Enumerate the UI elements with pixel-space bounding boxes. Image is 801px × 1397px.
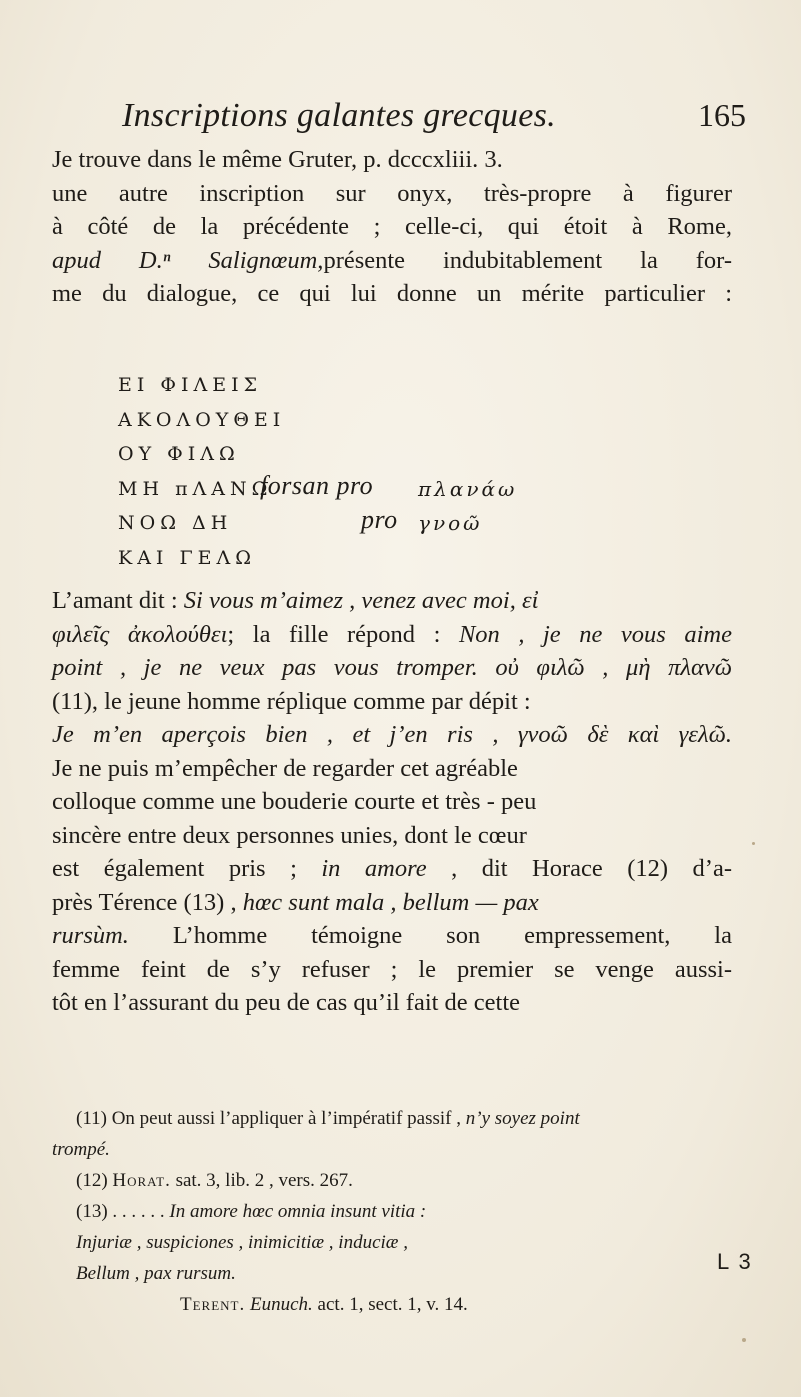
italic-fragment: οὐ φιλῶ , μὴ πλανῶ — [495, 654, 732, 681]
text-line — [52, 919, 732, 953]
text-fragment: (13) . . . . . . — [76, 1201, 170, 1222]
text-fragment: L’amant dit : — [52, 587, 184, 614]
text-line: Je trouve dans le même Gruter, p. dcccxliii. 3. — [52, 146, 503, 173]
footnote-line — [52, 1103, 742, 1134]
inscription-note-greek: γνοῶ — [418, 511, 483, 535]
text-line — [52, 752, 732, 786]
inscription-text: ΝΟΩ ΔΗ — [118, 512, 233, 534]
signature-mark: L 3 — [717, 1249, 753, 1274]
italic-fragment: point , je ne veux pas vous tromper. — [52, 654, 496, 681]
italic-fragment: Injuriæ , suspiciones , inimicitiæ , induciæ , — [76, 1232, 408, 1253]
ink-spot — [752, 842, 755, 845]
text-line — [52, 718, 732, 752]
italic-fragment: hœc sunt mala , bellum — pax — [242, 888, 539, 916]
text-fragment: colloque comme une bouderie courte et très - peu — [52, 788, 537, 815]
text-line — [52, 852, 732, 886]
inscription-text: ΚΑΙ ΓΕΛΩ — [118, 546, 256, 569]
footnote-line — [52, 1165, 742, 1196]
text-fragment: (11) On peut aussi l’appliquer à l’impératif passif , — [76, 1108, 466, 1129]
text-line — [52, 785, 732, 819]
inscription-text: ΜΗ πΛΑΝΩ — [118, 477, 273, 500]
text-line — [52, 584, 732, 618]
footnote-line — [52, 1258, 742, 1289]
text-fragment: (11), le jeune homme réplique comme par dépit : — [52, 687, 531, 715]
text-line — [52, 685, 732, 719]
greek-inscription — [118, 368, 678, 575]
text-line — [52, 819, 732, 853]
text-fragment: tôt en l’assurant du peu de cas qu’il fait de cette — [52, 989, 521, 1016]
text-line — [52, 953, 732, 987]
footnote-line — [52, 1134, 742, 1165]
italic-fragment: In amore hœc omnia insunt vitia : — [169, 1201, 427, 1222]
text-line — [52, 886, 732, 920]
text-line: me du dialogue, ce qui lui donne un mérite particulier : — [52, 280, 732, 307]
paragraph-intro — [52, 143, 732, 311]
inscription-line — [118, 368, 678, 403]
italic-fragment: trompé. — [52, 1139, 110, 1160]
inscription-text: ΟΥ ΦΙΛΩ — [118, 443, 240, 465]
footnote-line — [52, 1196, 742, 1227]
italic-fragment: n’y soyez point — [465, 1108, 580, 1129]
inscription-note-latin: pro — [361, 505, 398, 534]
page-number: 165 — [698, 97, 746, 133]
text-fragment: est également pris ; — [52, 855, 322, 882]
ink-spot — [742, 1338, 746, 1342]
italic-fragment: Je m’en aperçois bien , et j’en ris , γνοῶ δὲ καὶ γελῶ. — [52, 721, 732, 748]
author-name: Horat. — [112, 1170, 171, 1191]
paragraph-dialogue — [52, 584, 732, 1020]
text-line — [52, 986, 732, 1020]
text-fragment: femme feint de s’y refuser ; le premier se venge aussi- — [52, 955, 732, 983]
italic-fragment: Eunuch. — [250, 1294, 313, 1315]
text-fragment: act. 1, sect. 1, v. 14. — [312, 1294, 468, 1315]
text-fragment: Je ne puis m’empêcher de regarder cet agréable — [52, 754, 518, 782]
italic-fragment: Non , je ne vous aime — [458, 620, 732, 648]
text-fragment: sat. 3, lib. 2 , vers. 267. — [170, 1170, 353, 1191]
inscription-line — [118, 437, 678, 472]
inscription-text: ΕΙ ΦΙΛΕΙΣ — [118, 374, 263, 396]
footnotes — [52, 1103, 742, 1320]
italic-citation: apud D.ⁿ Salignœum, — [52, 246, 324, 274]
inscription-line — [118, 403, 678, 438]
text-fragment: sincère entre deux personnes unies, dont le cœur — [52, 821, 527, 849]
text-fragment: présente indubitablement la for- — [323, 246, 732, 274]
inscription-line — [118, 472, 678, 507]
text-fragment: près Térence (13) , — [52, 888, 243, 916]
footnote-line — [52, 1289, 742, 1320]
page-header — [70, 97, 760, 147]
inscription-note-greek: πλανάω — [418, 476, 518, 501]
text-line: à côté de la précédente ; celle-ci, qui étoit à Rome, — [52, 213, 732, 240]
text-fragment: (12) — [76, 1170, 113, 1191]
text-fragment: L’homme témoigne son empressement, la — [128, 922, 732, 949]
italic-fragment: , εἰ — [509, 587, 539, 614]
text-line — [52, 651, 732, 685]
footnote-line — [52, 1227, 742, 1258]
italic-fragment: Bellum , pax rursum. — [76, 1263, 236, 1284]
running-title: Inscriptions galantes grecques. — [122, 97, 556, 134]
inscription-text: ΑΚΟΛΟΥΘΕΙ — [118, 408, 286, 431]
text-line: une autre inscription sur onyx, très-propre à figurer — [52, 179, 732, 207]
text-line — [52, 244, 732, 278]
italic-fragment: in amore — [321, 855, 427, 882]
inscription-line — [118, 541, 678, 576]
text-fragment: ; la fille répond : — [227, 620, 459, 648]
inscription-note-latin: forsan pro — [260, 470, 374, 500]
text-line — [52, 618, 732, 652]
inscription-line — [118, 506, 678, 541]
italic-fragment: Si vous m’aimez , venez avec moi — [183, 587, 510, 614]
italic-fragment: φιλεῖς ἀκολούθει — [52, 620, 228, 648]
author-name: Terent. — [180, 1294, 246, 1315]
italic-fragment: rursùm. — [52, 922, 129, 949]
text-fragment: , dit Horace (12) d’a- — [426, 855, 732, 882]
